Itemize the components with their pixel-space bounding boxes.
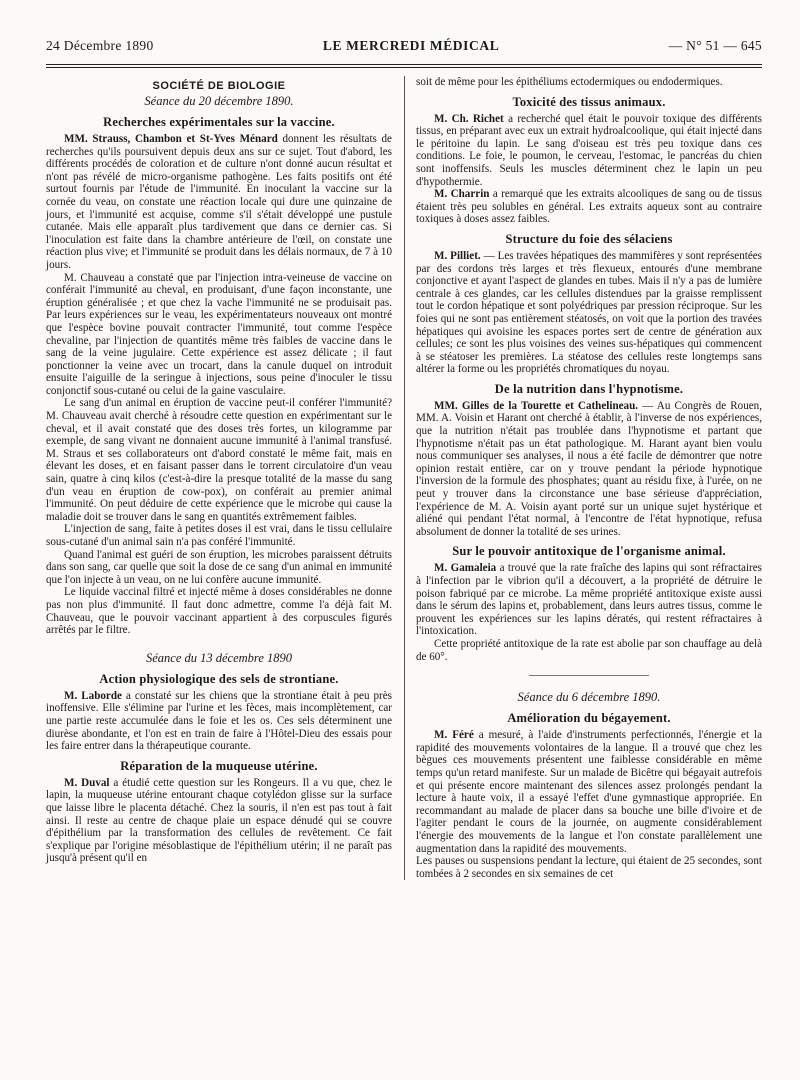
column-divider	[404, 76, 405, 880]
paragraph: Cette propriété antitoxique de la rate est abolie par son chauffage au delà de 60°.	[416, 637, 762, 663]
paragraph: Le liquide vaccinal filtré et injecté même à doses considérables ne donne pas non plus d'immunité. Il faut donc admettre, comme l'a déjà fait M. Chauveau, que le pouvoir vaccinant appartient à des corpuscules figurés arrêtés par le filtre.	[46, 586, 392, 637]
paragraph	[416, 729, 762, 855]
paragraph-text: a trouvé que la rate fraîche des lapins qui sont réfractaires à l'infection par le vibrion qu'il a découvert, a la propriété de détruire le poison fabriqué par ce microbe. La même propriété antitoxique existe aussi dans le sérum des lapins et, probablement, dans leurs autres tissus, comme le prouvent les expériences sur les lapins dératés, qui restent réfractaires à l'intoxication.	[416, 562, 762, 638]
speaker-name: MM. Strauss, Chambon et St-Yves Ménard	[64, 133, 278, 145]
running-header	[46, 38, 762, 58]
paragraph-text: donnent les résultats de recherches qu'ils poursuivent depuis deux ans sur ce sujet. Tout d'abord, les différents procédés de coloration et de culture n'ont donné aucun résultat et n'ont pas révélé de micro-organisme pathogène. Les faits positifs ont été surtout fournis par l'étude de l'immunité. En inoculant la vaccine sur la cornée du veau, on constate une réaction locale qui dure une quinzaine de jours, et l'immunité est acquise, comme s'il s'était développé une pustule cutanée. Mais elle apparaît plus tardivement que dans ce dernier cas. Si l'inoculation est faite dans la chambre antérieure de l'œil, on constate une réaction plus vive; et l'immunité se produit dans les délais normaux, de 7 à 10 jours.	[46, 133, 392, 271]
section-separator	[529, 675, 649, 676]
left-column	[46, 76, 392, 880]
section-heading-antitoxique: Sur le pouvoir antitoxique de l'organisme animal.	[452, 544, 726, 559]
paragraph	[46, 777, 392, 865]
section-heading-muqueuse: Réparation de la muqueuse utérine.	[120, 758, 318, 773]
paragraph-text: a étudié cette question sur les Rongeurs. Il a vu que, chez le lapin, la muqueuse utérine entourant chaque cotylédon glisse sur la surface que laisse libre le placenta détaché. Chez la souris, il n'en est pas tout à fait ainsi. Il reste au centre de chaque plaie un espace dénudé qui se couvre d'épithélium par la transformation des cellules de revêtement. Ce fait s'explique par l'origine mésoblastique de l'épithélium utérin; il ne paraît pas jusqu'à présent qu'il en	[46, 776, 393, 865]
paragraph	[46, 690, 392, 753]
speaker-name: MM. Gilles de la Tourette et Cathelineau.	[434, 399, 639, 412]
section-heading-foie: Structure du foie des sélaciens	[505, 231, 673, 246]
speaker-name: M. Ch. Richet	[434, 112, 504, 125]
paragraph-text: a constaté sur les chiens que la strontiane était à peu près inoffensive. Elle s'élimine par l'urine et les fèces, mais incomplètement, car une partie reste accumulée dans le foie et les os. Ces sels déterminent une diurèse abondante, et l'on est en train de faire à l'Hôtel-Dieu des essais pour les faire entrer dans la thérapeutique courante.	[46, 689, 392, 753]
paragraph	[416, 113, 762, 189]
paragraph: Les pauses ou suspensions pendant la lecture, qui étaient de 25 secondes, sont tombées à 2 secondes en six semaines de cet	[416, 855, 762, 880]
paragraph-text: — Au Congrès de Rouen, MM. A. Voisin et Harant ont cherché à établir, à l'inverse de nos expériences, que la nutrition n'était pas troublée dans l'hypnotisme et partant que l'hypnotisme n'était pas un état pathologique. M. Harant ayant bien voulu nous communiquer ses analyses, il nous a été facile de démontrer que notre opinion restait entière, car on y trouve pendant la période hypnotique l'inversion de la formule des phosphates; quant au résidu fixe, à l'urée, on ne peut y trouver dans la circonstance une base sérieuse d'appréciation, l'expérience de M. A. Voisin ayant porté sur un unique sujet hystérique et aliéné qui pendant l'état normal, à l'encontre de l'état hypnotique, refusa absolument de donner la totalité de ses urines.	[416, 399, 763, 538]
paragraph: soit de même pour les épithéliums ectodermiques ou endodermiques.	[416, 76, 723, 88]
society-heading: SOCIÉTÉ DE BIOLOGIE	[152, 80, 286, 92]
journal-title: LE MERCREDI MÉDICAL	[322, 38, 500, 53]
header-rule	[46, 64, 762, 68]
paragraph-text: — Les travées hépatiques des mammifères y sont représentées par des cordons très larges et très flexueux, entourés d'une membrane conjonctive et ayant l'aspect de glandes en tubes. Mais il n'y a pas de lumière centrale à ces glandes, car les cellules distendues par la graisse remplissent tout le cordon hépatique et sont polyédriques par pression réciproque. Sur les foies qui ne sont pas entièrement stéatosés, on voit que la portion des travées hépatiques qui avoisine les espaces portes sert de centre de génération aux cellules; ce sont les plus voisines des veines sus-hépatiques qui commencent à se stéatoser les premières. La stéatose des cellules reste longtemps sans altérer la forme ou les propriétés chromatiques du noyau.	[416, 249, 762, 376]
speaker-name: M. Charrin	[434, 188, 490, 201]
paragraph: Quand l'animal est guéri de son éruption, les microbes paraissent détruits dans son sang, car quelle que soit la dose de ce sang d'un animal en immunité que l'on injecte à un veau, on ne lui confère aucune immunité.	[46, 548, 392, 586]
section-heading-begaiement: Amélioration du bégayement.	[507, 711, 671, 726]
session-date: Séance du 20 décembre 1890.	[144, 94, 294, 108]
paragraph: M. Chauveau a constaté que par l'injection intra-veineuse de vaccine on conférait l'immunité au cheval, en produisant, d'une façon inconstante, une éruption généralisée ; et que chez la vache l'immunité ne se produisait pas. Par leurs expériences sur le veau, les expérimentateurs nouveaux ont montré que l'espèce bovine pouvait contracter l'immunité, tout comme l'espèce chevaline, par l'injection de quantités même très faibles de vaccine dans le sang de la veine jugulaire. Cette expérience est assez délicate ; il faut ponctionner la veine avec un trocart, dans la canule duquel on introduit ensuite l'aiguille de la seringue à injections, sous peine d'inoculer le tissu conjonctif sous-cutané ou celui de la gaine vasculaire.	[46, 271, 392, 397]
speaker-name: M. Féré	[434, 729, 474, 742]
speaker-name: M. Pilliet.	[434, 249, 481, 262]
paragraph-text: a mesuré, à l'aide d'instruments perfectionnés, l'énergie et la rapidité des mouvements volontaires de la langue. Il a trouvé que chez les bègues ces mouvements présentent une faiblesse considérable en même temps qu'un retard manifeste. Sur un malade de Bicêtre qui bégayait autrefois et qui présente encore maintenant des silences assez prolongés pendant la lecture à haute voix, il a essayé l'effet d'une gymnastique appropriée. En recommandant au malade de placer dans sa bouche une bille d'ivoire et de l'agiter pendant le cours de la journée, on augmente considérablement l'énergie des mouvements de la langue et l'on constate parallèlement une augmentation dans la rapidité des mouvements.	[416, 729, 762, 855]
session-date: Séance du 6 décembre 1890.	[517, 690, 661, 705]
paragraph-text: a remarqué que les extraits alcooliques de sang ou de tissus étaient très peu solubles en général. Les extraits aqueux sont au contraire toxiques à doses assez faibles.	[416, 188, 762, 226]
paragraph	[416, 188, 762, 226]
section-heading-vaccine: Recherches expérimentales sur la vaccine.	[103, 115, 335, 129]
section-heading-nutrition: De la nutrition dans l'hypnotisme.	[494, 381, 684, 396]
paragraph: L'injection de sang, faite à petites doses il est vrai, dans le tissu cellulaire sous-cutané d'un animal sain n'a pas conféré l'immunité.	[46, 523, 392, 548]
right-column	[416, 76, 762, 880]
columns	[46, 76, 762, 880]
section-heading-toxicite: Toxicité des tissus animaux.	[512, 94, 666, 109]
paragraph	[46, 133, 392, 272]
paragraph	[416, 400, 762, 539]
session-date: Séance du 13 décembre 1890	[145, 650, 292, 665]
header-date: 24 Décembre 1890	[46, 38, 154, 53]
paragraph	[416, 250, 762, 376]
paragraph: Le sang d'un animal en éruption de vaccine peut-il conférer l'immunité? M. Chauveau avait cherché à résoudre cette question en expérimentant sur le cheval, et il avait constaté que des doses très fortes, un kilogramme par exemple, de sang vivant ne donnaient aucune immunité à l'animal transfusé. M. Straus et ses collaborateurs ont d'abord constaté le même fait, mais en élevant les doses, et en faisant passer dans le torrent circulatoire d'un veau sain, quatre à cinq kilos (c'est-à-dire la presque totalité de la masse du sang d'un veau en éruption de cow-pox), on conférait au premier animal l'immunité. On peut déduire de cette expérience que le microbe qui cause la maladie doit se trouver dans le sang en quantités extrêmement faibles.	[46, 397, 392, 523]
paragraph-text: a recherché quel était le pouvoir toxique des différents tissus, en préparant avec eux un extrait hydroalcoolique, qui était injecté dans le péritoine du lapin. Le sang d'oiseau est très peu toxique dans ces conditions. Le foie, le poumon, le cerveau, l'estomac, le pancréas du chien sont inoffensifs. Seuls les muscles déterminent chez le lapin un peu d'hypothermie.	[416, 112, 762, 188]
speaker-name: M. Laborde	[64, 689, 122, 702]
speaker-name: M. Gamaleia	[434, 562, 497, 575]
section-heading-strontiane: Action physiologique des sels de strontiane.	[99, 671, 339, 686]
speaker-name: M. Duval	[64, 776, 110, 789]
paragraph	[416, 562, 762, 638]
header-page-number: — N° 51 — 645	[668, 38, 762, 53]
